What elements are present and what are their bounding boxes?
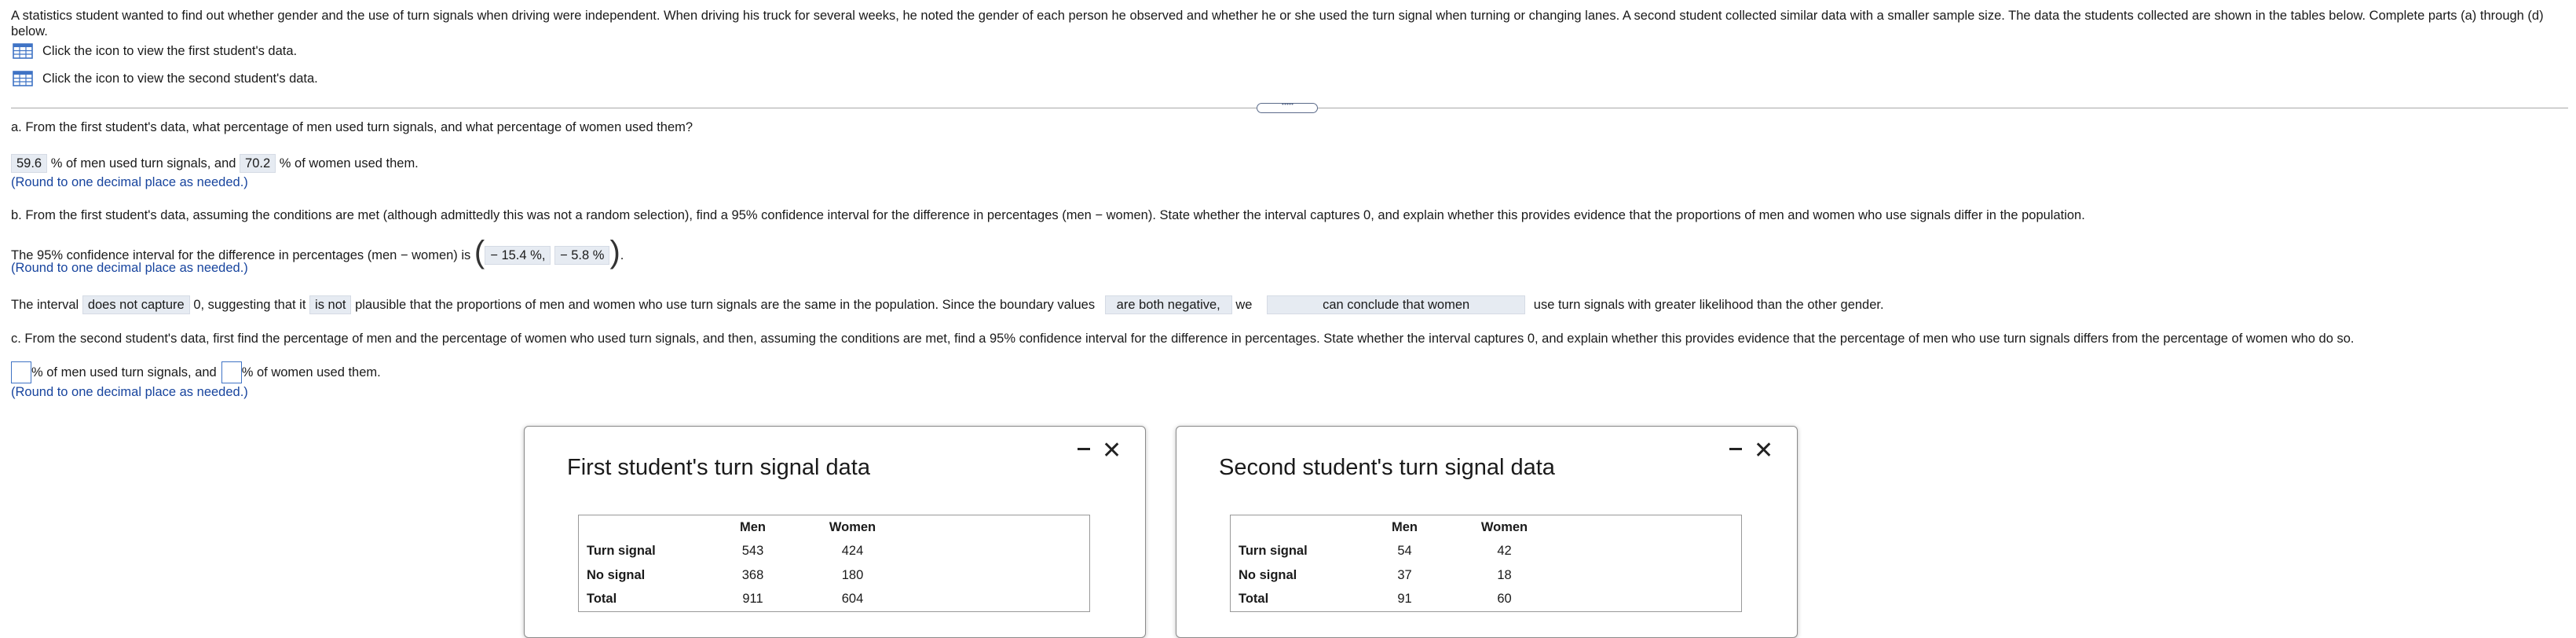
table-cell: 37 bbox=[1397, 567, 1412, 582]
header-spacer bbox=[935, 515, 1090, 540]
table-cell: 180 bbox=[841, 567, 864, 582]
ci-upper-answer[interactable]: − 5.8 % bbox=[554, 246, 609, 265]
header-spacer bbox=[1587, 515, 1742, 540]
part-a-men-text: % of men used turn signals, and bbox=[50, 156, 236, 170]
header-cell: Women bbox=[1480, 519, 1528, 534]
row-label: Total bbox=[1239, 592, 1269, 607]
second-data-link-text: Click the icon to view the second student's data. bbox=[42, 72, 318, 86]
table-row bbox=[1231, 539, 1742, 563]
plausible-select[interactable]: is not bbox=[309, 295, 351, 314]
close-icon[interactable]: ✕ bbox=[1102, 438, 1122, 464]
ci-period: . bbox=[620, 248, 624, 262]
panel-title: First student's turn signal data bbox=[567, 455, 870, 480]
header-cell: Women bbox=[829, 519, 876, 534]
women-percent-answer[interactable]: 70.2 bbox=[240, 154, 276, 173]
part-c-women-text: % of women used them. bbox=[241, 365, 381, 380]
table-icon[interactable] bbox=[13, 43, 33, 59]
row-label: No signal bbox=[587, 567, 646, 582]
women-percent-input[interactable] bbox=[221, 361, 242, 383]
table-cell: 54 bbox=[1397, 544, 1412, 559]
row-label: No signal bbox=[1239, 567, 1297, 582]
second-student-data-window bbox=[1176, 426, 1798, 638]
first-student-data-window bbox=[524, 426, 1146, 638]
open-paren: ( bbox=[474, 235, 485, 270]
close-paren: ) bbox=[609, 235, 620, 270]
part-b-hint: (Round to one decimal place as needed.) bbox=[11, 261, 248, 275]
part-a-women-text: % of women used them. bbox=[279, 156, 419, 170]
table-cell: 543 bbox=[741, 544, 764, 559]
table-row bbox=[579, 563, 1090, 588]
drag-handle[interactable] bbox=[1257, 103, 1318, 113]
table-cell: 18 bbox=[1497, 567, 1512, 582]
table-header-row bbox=[579, 515, 1090, 540]
capture-select[interactable]: does not capture bbox=[82, 295, 190, 314]
header-cell: Men bbox=[740, 519, 766, 534]
table-cell: 424 bbox=[841, 544, 864, 559]
conclusion-text-2: 0, suggesting that it bbox=[193, 298, 306, 312]
part-c-hint: (Round to one decimal place as needed.) bbox=[11, 385, 248, 399]
part-a-question: a. From the first student's data, what percentage of men used turn signals, and what percentage of women used them? bbox=[11, 120, 693, 134]
first-data-link[interactable] bbox=[13, 43, 297, 59]
boundary-select[interactable]: are both negative, bbox=[1105, 295, 1232, 314]
men-percent-answer[interactable]: 59.6 bbox=[11, 154, 47, 173]
row-label: Turn signal bbox=[1239, 544, 1308, 559]
row-label: Turn signal bbox=[587, 544, 656, 559]
problem-intro: A statistics student wanted to find out whether gender and the use of turn signals when driving were independent. When driving his truck for several weeks, he noted the gender of each person he observed and whether he or she used the turn signal when turning or changing lanes. A second student collected similar data with a smaller sample size. The data the students collected are shown in the tables below. Complete parts (a) through (d) below. bbox=[11, 9, 2544, 38]
part-a-hint: (Round to one decimal place as needed.) bbox=[11, 175, 248, 189]
conclusion-text-5: use turn signals with greater likelihood than the other gender. bbox=[1533, 298, 1884, 312]
table-header-row bbox=[1231, 515, 1742, 540]
table-icon[interactable] bbox=[13, 71, 33, 86]
second-data-link[interactable] bbox=[13, 71, 318, 86]
table-row bbox=[579, 539, 1090, 563]
part-b-question: b. From the first student's data, assuming the conditions are met (although admittedly this was not a random selection), find a 95% confidence interval for the difference in percentages (men − women). State whether the interval captures 0, and explain whether this provides evidence that the proportions of men and women who use signals differ in the population. bbox=[11, 208, 2085, 222]
table-cell: 368 bbox=[741, 567, 764, 582]
minimize-icon[interactable] bbox=[1729, 448, 1742, 450]
conclusion-text-4: we bbox=[1235, 298, 1253, 312]
table-cell: 42 bbox=[1497, 544, 1512, 559]
conclusion-text-1: The interval bbox=[11, 298, 79, 312]
part-b-conclusion-line bbox=[11, 295, 1884, 314]
first-data-link-text: Click the icon to view the first student's data. bbox=[42, 44, 298, 58]
table-cell: 604 bbox=[841, 592, 864, 607]
ci-prefix: The 95% confidence interval for the difference in percentages (men − women) is bbox=[11, 248, 471, 262]
part-c-question: c. From the second student's data, first find the percentage of men and the percentage of women who used turn signals, and then, assuming the conditions are met, find a 95% confidence interval for the difference in percentages. State whether the interval captures 0, and explain whether this provides evidence that the percentage of men who use turn signals differs from the percentage of women who do so. bbox=[11, 332, 2355, 346]
ci-lower-answer[interactable]: − 15.4 %, bbox=[485, 246, 551, 265]
part-c-men-text: % of men used turn signals, and bbox=[31, 365, 217, 380]
men-percent-input[interactable] bbox=[11, 361, 31, 383]
table-row bbox=[579, 588, 1090, 612]
part-a-answer-line bbox=[11, 154, 419, 173]
data-table bbox=[578, 515, 1090, 612]
panel-title: Second student's turn signal data bbox=[1219, 455, 1555, 480]
header-cell bbox=[579, 515, 736, 540]
header-cell: Men bbox=[1392, 519, 1418, 534]
minimize-icon[interactable] bbox=[1078, 448, 1090, 450]
table-row bbox=[1231, 563, 1742, 588]
data-table bbox=[1230, 515, 1742, 612]
conclusion-text-3: plausible that the proportions of men and women who use turn signals are the same in the population. Since the boundary values bbox=[355, 298, 1096, 312]
table-row bbox=[1231, 588, 1742, 612]
table-cell: 60 bbox=[1497, 592, 1512, 607]
close-icon[interactable]: ✕ bbox=[1754, 438, 1774, 464]
table-cell: 91 bbox=[1397, 592, 1412, 607]
header-cell bbox=[1231, 515, 1388, 540]
part-c-answer-line bbox=[11, 361, 381, 383]
conclusion-select[interactable]: can conclude that women bbox=[1267, 295, 1525, 314]
row-label: Total bbox=[587, 592, 617, 607]
table-cell: 911 bbox=[742, 592, 763, 607]
